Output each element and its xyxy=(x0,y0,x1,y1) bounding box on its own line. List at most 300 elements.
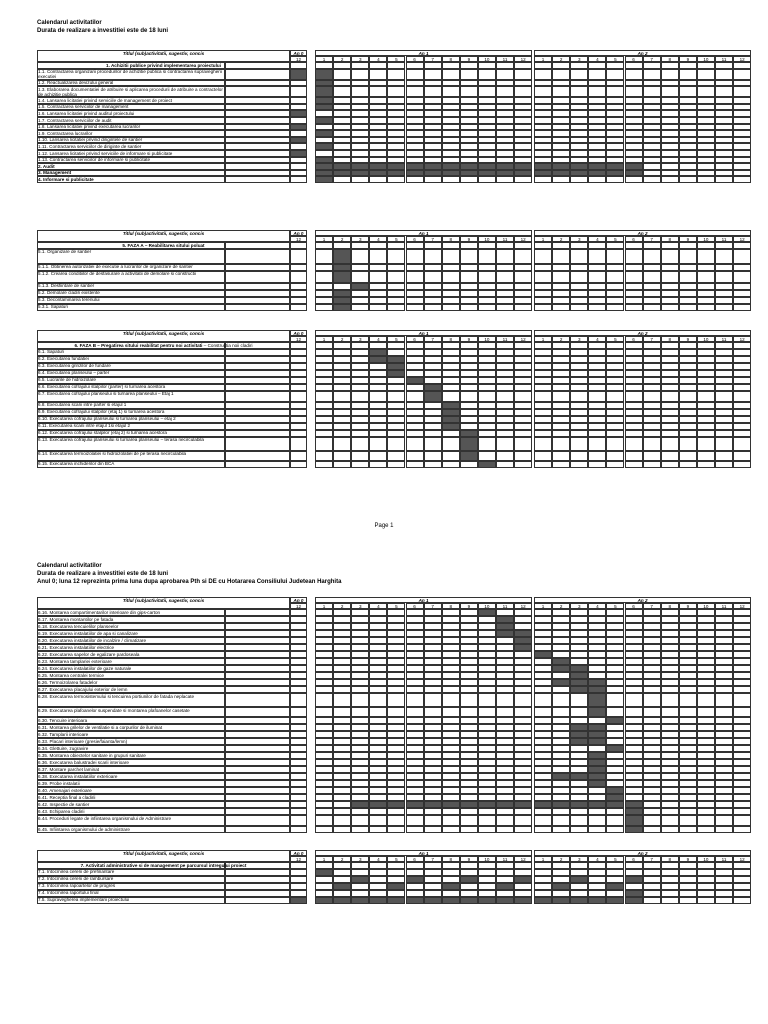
summary-row-bar xyxy=(570,170,588,177)
activity-row-month-cell xyxy=(588,363,606,370)
activity-row-month-cell xyxy=(588,808,606,815)
activity-row-month-cell xyxy=(387,416,405,423)
activity-row-bar xyxy=(588,707,606,717)
activity-row-an0-cell xyxy=(290,766,307,773)
activity-row-an0-cell xyxy=(290,651,307,658)
activity-row-month-cell xyxy=(661,801,679,808)
section1-month-cell xyxy=(514,62,532,69)
activity-row-month-cell xyxy=(534,724,552,731)
activity-row-desc-cell xyxy=(225,409,290,416)
activity-row-month-cell xyxy=(478,150,496,157)
activity-row-month-cell xyxy=(333,157,351,164)
activity-row-month-cell xyxy=(661,104,679,111)
activity-row-month-cell xyxy=(552,377,570,384)
activity-row-bar xyxy=(606,883,624,890)
section5-month-cell xyxy=(534,242,552,249)
activity-row-month-cell xyxy=(315,423,333,430)
activity-row-month-cell xyxy=(424,297,442,304)
activity-row-month-cell xyxy=(460,384,478,391)
activity-row-month-cell xyxy=(424,409,442,416)
activity-row-month-cell xyxy=(442,69,460,80)
activity-row-month-cell xyxy=(514,752,532,759)
activity-row-bar xyxy=(478,897,496,904)
activity-row-an0-cell xyxy=(290,430,307,437)
activity-row-month-cell xyxy=(514,745,532,752)
activity-row-label: 6.10. Executarea cofrajului planseului si turnarea planseului – etaj 2 xyxy=(38,416,176,422)
activity-row-desc-cell xyxy=(225,752,290,759)
activity-row-month-cell xyxy=(606,124,624,131)
section6-month-cell xyxy=(643,342,661,349)
activity-row-month-cell xyxy=(514,356,532,363)
activity-row-month-cell xyxy=(514,616,532,623)
activity-row-month-cell xyxy=(514,686,532,693)
activity-row-an0-cell xyxy=(290,271,307,283)
activity-row-month-cell xyxy=(315,451,333,461)
activity-row-month-cell xyxy=(387,679,405,686)
activity-row-month-cell xyxy=(333,808,351,815)
activity-row-month-cell xyxy=(715,890,733,897)
activity-row-month-cell xyxy=(496,290,514,297)
activity-row-month-cell xyxy=(588,616,606,623)
activity-row-month-cell xyxy=(478,104,496,111)
activity-row-bar xyxy=(406,876,424,883)
activity-row-month-cell xyxy=(606,130,624,137)
activity-row-month-cell xyxy=(387,773,405,780)
activity-row-month-cell xyxy=(496,409,514,416)
activity-row-month-cell xyxy=(715,815,733,826)
activity-row-month-cell xyxy=(369,717,387,724)
activity-row-month-cell xyxy=(406,616,424,623)
page-number: Page 1 xyxy=(374,523,394,529)
activity-row-month-cell xyxy=(715,869,733,876)
activity-row-month-cell xyxy=(552,738,570,745)
activity-row-month-cell xyxy=(478,724,496,731)
activity-row-month-cell xyxy=(534,130,552,137)
activity-row-month-cell xyxy=(369,651,387,658)
activity-row-month-cell xyxy=(442,876,460,883)
activity-row-month-cell xyxy=(406,69,424,80)
activity-row-month-cell xyxy=(570,110,588,117)
activity-row-month-cell xyxy=(315,110,333,117)
activity-row-month-cell xyxy=(369,686,387,693)
activity-row-month-cell xyxy=(697,672,715,679)
activity-row-month-cell xyxy=(496,416,514,423)
activity-row-month-cell xyxy=(625,423,643,430)
activity-row-month-cell xyxy=(715,780,733,787)
activity-row-bar xyxy=(333,290,351,297)
activity-row-month-cell xyxy=(315,150,333,157)
activity-row-month-cell xyxy=(570,644,588,651)
activity-row-label: 6.7. Executarea cofrajului planseului si turnarea planseului – Etaj 1 xyxy=(38,391,174,397)
activity-row-month-cell xyxy=(733,630,751,637)
activity-row-month-cell xyxy=(333,363,351,370)
activity-row-month-cell xyxy=(534,876,552,883)
activity-row-month-cell xyxy=(552,69,570,80)
summary-row-bar xyxy=(406,163,424,170)
section5-heading: 5. FAZA A – Reabilitarea sitului poluat xyxy=(122,242,205,248)
activity-row-month-cell xyxy=(406,370,424,377)
activity-row-bar xyxy=(552,883,570,890)
activity-row-month-cell xyxy=(679,86,697,97)
activity-row-label: 6.25. Montarea centralei termice xyxy=(38,672,104,678)
an1-month-label: 4 xyxy=(377,336,380,342)
activity-row-month-cell xyxy=(406,679,424,686)
activity-row-bar xyxy=(606,787,624,794)
activity-row-bar xyxy=(387,897,405,904)
activity-row-month-cell xyxy=(625,271,643,283)
an1-month-label: 3 xyxy=(358,856,362,862)
activity-row-month-cell xyxy=(733,437,751,451)
activity-row-month-cell xyxy=(387,264,405,271)
activity-row-month-cell xyxy=(715,616,733,623)
activity-row-month-cell xyxy=(351,104,369,111)
activity-row-month-cell xyxy=(643,143,661,150)
an2-month-label: 10 xyxy=(703,336,709,342)
activity-row-month-cell xyxy=(570,717,588,724)
activity-row-month-cell xyxy=(570,356,588,363)
activity-row-month-cell xyxy=(697,377,715,384)
activity-row-month-cell xyxy=(697,658,715,665)
summary-row-month-cell xyxy=(679,170,697,177)
activity-row-month-cell xyxy=(333,86,351,97)
activity-row-bar xyxy=(588,738,606,745)
activity-row-bar xyxy=(478,461,496,468)
an2-month-label: 12 xyxy=(739,603,745,609)
activity-row-month-cell xyxy=(514,384,532,391)
activity-row-month-cell xyxy=(661,766,679,773)
activity-row-label: 6.34. Glettuire, zugravire xyxy=(38,745,89,751)
activity-row-month-cell xyxy=(351,69,369,80)
activity-row-month-cell xyxy=(643,759,661,766)
activity-row-month-cell xyxy=(661,738,679,745)
activity-row-month-cell xyxy=(514,117,532,124)
activity-row-month-cell xyxy=(625,759,643,766)
activity-row-month-cell xyxy=(552,391,570,402)
activity-row-month-cell xyxy=(478,264,496,271)
activity-row-month-cell xyxy=(387,717,405,724)
activity-row-bar xyxy=(478,801,496,808)
activity-row-month-cell xyxy=(606,630,624,637)
activity-row-label: 1.10. Lansarea licitatiei privind dirigintele de santier xyxy=(38,137,143,143)
activity-row-bar xyxy=(496,623,514,630)
activity-row-month-cell xyxy=(661,416,679,423)
activity-row-month-cell xyxy=(333,672,351,679)
activity-row-month-cell xyxy=(369,890,387,897)
activity-row-month-cell xyxy=(697,370,715,377)
activity-row-month-cell xyxy=(496,461,514,468)
an2-label: An 2 xyxy=(637,850,648,856)
activity-row-month-cell xyxy=(424,890,442,897)
activity-row-month-cell xyxy=(369,86,387,97)
activity-row-month-cell xyxy=(588,69,606,80)
activity-row-month-cell xyxy=(514,609,532,616)
activity-row-month-cell xyxy=(333,110,351,117)
activity-row-month-cell xyxy=(643,623,661,630)
activity-row-month-cell xyxy=(369,787,387,794)
activity-row-bar xyxy=(290,137,307,144)
title-column-header: Titlul (sub)activitatii, sugestiv, concis xyxy=(122,50,205,56)
activity-row-month-cell xyxy=(514,869,532,876)
activity-row-month-cell xyxy=(733,766,751,773)
activity-row-bar xyxy=(588,773,606,780)
activity-row-month-cell xyxy=(406,651,424,658)
activity-row-month-cell xyxy=(315,363,333,370)
activity-row-month-cell xyxy=(333,430,351,437)
activity-row-month-cell xyxy=(643,130,661,137)
activity-row-label: 6.41. Receptia final a cladirii xyxy=(38,794,96,800)
title-column-header: Titlul (sub)activitatii, sugestiv, concis xyxy=(122,230,205,236)
activity-row-month-cell xyxy=(733,724,751,731)
an2-month-label: 3 xyxy=(577,236,581,242)
activity-row-month-cell xyxy=(715,883,733,890)
activity-row-month-cell xyxy=(606,651,624,658)
activity-row-month-cell xyxy=(496,423,514,430)
activity-row-month-cell xyxy=(679,157,697,164)
activity-row-month-cell xyxy=(460,264,478,271)
activity-row-month-cell xyxy=(552,130,570,137)
activity-row-month-cell xyxy=(369,461,387,468)
activity-row-bar xyxy=(315,897,333,904)
activity-row-month-cell xyxy=(424,97,442,104)
activity-row-month-cell xyxy=(552,416,570,423)
activity-row-month-cell xyxy=(534,304,552,311)
an0-label: An 0 xyxy=(293,230,304,236)
activity-row-month-cell xyxy=(442,630,460,637)
activity-row-month-cell xyxy=(514,264,532,271)
activity-row-month-cell xyxy=(570,745,588,752)
activity-row-an0-cell xyxy=(290,773,307,780)
activity-row-an0-cell xyxy=(290,391,307,402)
activity-row-month-cell xyxy=(315,637,333,644)
activity-row-month-cell xyxy=(315,801,333,808)
activity-row-desc-cell xyxy=(225,150,290,157)
activity-row-month-cell xyxy=(679,644,697,651)
activity-row-month-cell xyxy=(679,290,697,297)
activity-row-bar xyxy=(588,752,606,759)
activity-row-month-cell xyxy=(424,766,442,773)
activity-row-month-cell xyxy=(661,349,679,356)
section6-month-cell xyxy=(606,342,624,349)
an2-month-label: 7 xyxy=(650,56,653,62)
activity-row-month-cell xyxy=(406,787,424,794)
activity-row-month-cell xyxy=(351,409,369,416)
activity-row-month-cell xyxy=(496,363,514,370)
activity-row-desc-cell xyxy=(225,349,290,356)
section5-month-cell xyxy=(496,242,514,249)
activity-row-month-cell xyxy=(460,349,478,356)
activity-row-month-cell xyxy=(570,297,588,304)
activity-row-month-cell xyxy=(606,637,624,644)
activity-row-an0-cell xyxy=(290,876,307,883)
activity-row-an0-cell xyxy=(290,117,307,124)
activity-row-month-cell xyxy=(715,897,733,904)
activity-row-month-cell xyxy=(697,384,715,391)
an1-month-label: 8 xyxy=(449,236,453,242)
activity-row-bar xyxy=(625,801,643,808)
activity-row-month-cell xyxy=(661,745,679,752)
activity-row-month-cell xyxy=(643,461,661,468)
activity-row-month-cell xyxy=(496,402,514,409)
activity-row-an0-cell xyxy=(290,644,307,651)
activity-row-month-cell xyxy=(351,672,369,679)
activity-row-month-cell xyxy=(552,630,570,637)
activity-row-month-cell xyxy=(369,377,387,384)
section6-month-cell xyxy=(697,342,715,349)
an1-month-label: 5 xyxy=(395,603,398,609)
activity-row-month-cell xyxy=(534,752,552,759)
activity-row-month-cell xyxy=(478,117,496,124)
activity-row-month-cell xyxy=(496,110,514,117)
activity-row-month-cell xyxy=(460,693,478,707)
activity-row-month-cell xyxy=(570,759,588,766)
activity-row-month-cell xyxy=(679,451,697,461)
activity-row-month-cell xyxy=(315,430,333,437)
activity-row-month-cell xyxy=(733,104,751,111)
summary-row-an0-cell xyxy=(290,176,307,183)
activity-row-month-cell xyxy=(643,356,661,363)
activity-row-bar xyxy=(588,679,606,686)
activity-row-month-cell xyxy=(643,780,661,787)
activity-row-month-cell xyxy=(534,104,552,111)
activity-row-month-cell xyxy=(697,766,715,773)
activity-row-month-cell xyxy=(460,370,478,377)
activity-row-month-cell xyxy=(733,290,751,297)
activity-row-month-cell xyxy=(333,686,351,693)
activity-row-month-cell xyxy=(442,249,460,264)
activity-row-an0-cell xyxy=(290,409,307,416)
activity-row-month-cell xyxy=(424,717,442,724)
activity-row-bar xyxy=(625,897,643,904)
activity-row-month-cell xyxy=(333,679,351,686)
activity-row-month-cell xyxy=(733,616,751,623)
activity-row-month-cell xyxy=(697,717,715,724)
summary-row-desc-cell xyxy=(225,163,290,170)
activity-row-month-cell xyxy=(661,451,679,461)
activity-row-month-cell xyxy=(315,794,333,801)
activity-row-bar xyxy=(315,869,333,876)
activity-row-month-cell xyxy=(496,104,514,111)
section1-month-cell xyxy=(534,62,552,69)
activity-row-month-cell xyxy=(333,731,351,738)
activity-row-bar xyxy=(514,630,532,637)
activity-row-month-cell xyxy=(697,794,715,801)
activity-row-month-cell xyxy=(733,283,751,290)
activity-row-month-cell xyxy=(387,104,405,111)
section1-month-cell xyxy=(424,62,442,69)
activity-row-bar xyxy=(570,738,588,745)
activity-row-month-cell xyxy=(534,264,552,271)
activity-row-month-cell xyxy=(406,264,424,271)
activity-row-month-cell xyxy=(588,745,606,752)
activity-row-month-cell xyxy=(588,637,606,644)
activity-row-bar xyxy=(514,897,532,904)
activity-row-month-cell xyxy=(496,717,514,724)
an2-month-label: 1 xyxy=(541,856,545,862)
section6-month-cell xyxy=(733,342,751,349)
activity-row-bar xyxy=(442,402,460,409)
section7-month-cell xyxy=(496,862,514,869)
activity-row-month-cell xyxy=(387,609,405,616)
activity-row-month-cell xyxy=(460,391,478,402)
activity-row-month-cell xyxy=(697,110,715,117)
activity-row-month-cell xyxy=(387,876,405,883)
activity-row-month-cell xyxy=(570,461,588,468)
activity-row-month-cell xyxy=(606,137,624,144)
an2-month-label: 3 xyxy=(577,856,581,862)
activity-row-month-cell xyxy=(679,679,697,686)
activity-row-month-cell xyxy=(697,637,715,644)
section1-month-cell xyxy=(733,62,751,69)
activity-row-bar xyxy=(606,794,624,801)
summary-row-an0-cell xyxy=(290,163,307,170)
activity-row-month-cell xyxy=(715,264,733,271)
activity-row-month-cell xyxy=(496,609,514,616)
activity-row-month-cell xyxy=(514,461,532,468)
activity-row-month-cell xyxy=(715,137,733,144)
activity-row-month-cell xyxy=(442,271,460,283)
activity-row-month-cell xyxy=(552,437,570,451)
activity-row-month-cell xyxy=(496,890,514,897)
an1-month-label: 9 xyxy=(467,603,471,609)
activity-row-month-cell xyxy=(514,679,532,686)
activity-row-month-cell xyxy=(496,150,514,157)
activity-row-month-cell xyxy=(442,130,460,137)
activity-row-month-cell xyxy=(351,80,369,87)
section1-month-cell xyxy=(333,62,351,69)
activity-row-month-cell xyxy=(351,707,369,717)
activity-row-month-cell xyxy=(442,731,460,738)
activity-row-month-cell xyxy=(643,451,661,461)
activity-row-month-cell xyxy=(514,451,532,461)
activity-row-month-cell xyxy=(534,693,552,707)
activity-row-month-cell xyxy=(588,264,606,271)
activity-row-month-cell xyxy=(679,384,697,391)
activity-row-month-cell xyxy=(570,794,588,801)
activity-row-month-cell xyxy=(733,402,751,409)
activity-row-desc-cell xyxy=(225,356,290,363)
activity-row-month-cell xyxy=(496,707,514,717)
activity-row-month-cell xyxy=(715,370,733,377)
activity-row-month-cell xyxy=(315,707,333,717)
activity-row-desc-cell xyxy=(225,80,290,87)
activity-row-month-cell xyxy=(643,271,661,283)
activity-row-desc-cell xyxy=(225,290,290,297)
section7-month-cell xyxy=(661,862,679,869)
activity-row-month-cell xyxy=(643,787,661,794)
activity-row-month-cell xyxy=(552,766,570,773)
activity-row-month-cell xyxy=(333,780,351,787)
activity-row-month-cell xyxy=(387,157,405,164)
activity-row-month-cell xyxy=(570,883,588,890)
activity-row-month-cell xyxy=(643,752,661,759)
section6-month-cell xyxy=(442,342,460,349)
activity-row-month-cell xyxy=(333,150,351,157)
activity-row-bar xyxy=(552,897,570,904)
activity-row-month-cell xyxy=(369,773,387,780)
activity-row-month-cell xyxy=(606,773,624,780)
an2-month-label: 3 xyxy=(577,336,581,342)
activity-row-month-cell xyxy=(514,377,532,384)
summary-row-month-cell xyxy=(661,163,679,170)
activity-row-month-cell xyxy=(514,808,532,815)
activity-row-bar xyxy=(442,883,460,890)
activity-row-month-cell xyxy=(496,672,514,679)
section7-month-cell xyxy=(478,862,496,869)
an1-month-label: 11 xyxy=(502,336,508,342)
activity-row-month-cell xyxy=(625,707,643,717)
activity-row-month-cell xyxy=(679,356,697,363)
summary-row-bar xyxy=(351,163,369,170)
